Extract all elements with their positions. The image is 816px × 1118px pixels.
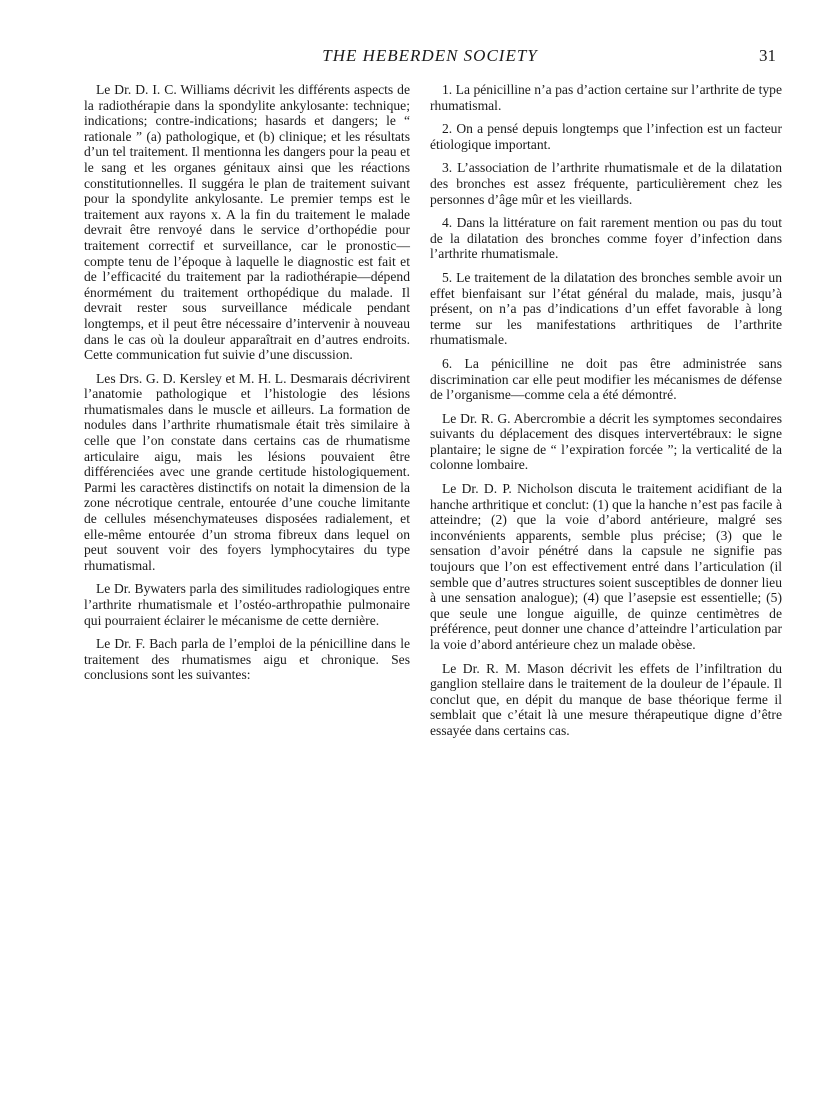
paragraph-kersley-desmarais: Les Drs. G. D. Kersley et M. H. L. Desmarais décrivirent l’anatomie pathologique et l’histologie des lésions rhumatismales dans le muscle et ailleurs. La formation de nodules dans l’arthrite rhumatismale était très similaire à celle que l’on constate dans certains cas de rhumatisme articulaire aigu, mais les lésions pouvaient être différenciées avec une grande certitude histologiquement. Parmi les caractères distinctifs on notait la dimension de la zone nécrotique centrale, entourée d’une couche limitante de cellules mésenchymateuses disposées radialement, et elle-même entourée d’un stroma fibreux dans lequel on peut souvent voir des foyers lymphocytaires du type rhumatismal. (84, 370, 410, 573)
page-header (84, 46, 776, 70)
paragraph-mason: Le Dr. R. M. Mason décrivit les effets de l’infiltration du ganglion stellaire dans le traitement de la douleur de l’épaule. Il conclut que, en dépit du manque de base théorique ferme il semblait que c’était là une mesure thérapeutique digne d’être essayée dans certains cas. (430, 660, 782, 738)
left-column (84, 82, 410, 691)
conclusion-2: 2. On a pensé depuis longtemps que l’infection est un facteur étiologique important. (430, 121, 782, 152)
paragraph-nicholson: Le Dr. D. P. Nicholson discuta le traitement acidifiant de la hanche arthritique et conclut: (1) que la hanche n’est pas facile à atteindre; (2) que la voie d’abord antérieure, malgré ses inconvénients apparents, semble plus précise; (3) que le sensation d’avoir pénétré dans la capsule ne signifie pas toujours que l’on est effectivement entré dans l’articulation (il semble que d’autres structures soient susceptibles de donner lieu à une sensation analogue); (4) que l’asepsie est essentielle; (5) que seule une longue aiguille, de quinze centimètres de préférence, peut donner une chance d’atteindre l’articulation par la voie d’abord antérieure chez un malade obèse. (430, 481, 782, 652)
right-column (430, 82, 782, 747)
page-number: 31 (759, 46, 776, 65)
paragraph-bywaters: Le Dr. Bywaters parla des similitudes radiologiques entre l’arthrite rhumatismale et l’ostéo-arthropathie pulmonaire qui pourraient éclairer le mécanisme de cette dernière. (84, 581, 410, 628)
conclusion-3: 3. L’association de l’arthrite rhumatismale et de la dilatation des bronches est assez fréquente, particulièrement chez les personnes d’âge mûr et les vieillards. (430, 160, 782, 207)
conclusion-1: 1. La pénicilline n’a pas d’action certaine sur l’arthrite de type rhumatismal. (430, 82, 782, 113)
paragraph-williams: Le Dr. D. I. C. Williams décrivit les différents aspects de la radiothérapie dans la spondylite ankylosante: technique; indications; contre-indications; hasards et dangers; le “ rationale ” (a) pathologique, et (b) clinique; et les résultats d’un tel traitement. Il mentionna les dangers pour la peau et le sang et les organes génitaux ainsi que les réactions constitutionnelles. Il suggéra le plan de traitement suivant pour la spondylite ankylosante. Le premier temps est le traitement aux rayons x. A la fin du traitement le malade devrait être renvoyé dans le service d’orthopédie pour traitement correctif et surveillance, car le pronostic—compte tenu de l’époque à laquelle le diagnostic est fait et de l’efficacité du traitement par la radiothérapie—dépend énormément du traitement orthopédique du malade. Il devrait rester sous surveillance médicale pendant longtemps, et il peut être nécessaire d’intervenir à nouveau dans le cas où la douleur apparaîtrait en d’autres endroits. Cette communication fut suivie d’une discussion. (84, 82, 410, 363)
conclusion-6: 6. La pénicilline ne doit pas être administrée sans discrimination car elle peut modifier les mécanismes de défense de l’organisme—comme cela a été démontré. (430, 355, 782, 403)
running-title: THE HEBERDEN SOCIETY (322, 46, 538, 65)
paragraph-abercrombie: Le Dr. R. G. Abercrombie a décrit les symptomes secondaires suivants du déplacement des disques intervertébraux: le signe plantaire; le signe de “ l’expiration forcée ”; la verticalité de la colonne lombaire. (430, 410, 782, 473)
conclusion-4: 4. Dans la littérature on fait rarement mention ou pas du tout de la dilatation des bronches comme foyer d’infection dans l’arthrite rhumatismale. (430, 215, 782, 262)
paragraph-bach: Le Dr. F. Bach parla de l’emploi de la pénicilline dans le traitement des rhumatismes aigu et chronique. Ses conclusions sont les suivantes: (84, 636, 410, 683)
conclusion-5: 5. Le traitement de la dilatation des bronches semble avoir un effet bienfaisant sur l’état général du malade, mais, jusqu’à présent, on n’a pas d’indications d’un effet favorable à long terme sur les manifestations arthritiques de l’arthrite rhumatismale. (430, 269, 782, 348)
